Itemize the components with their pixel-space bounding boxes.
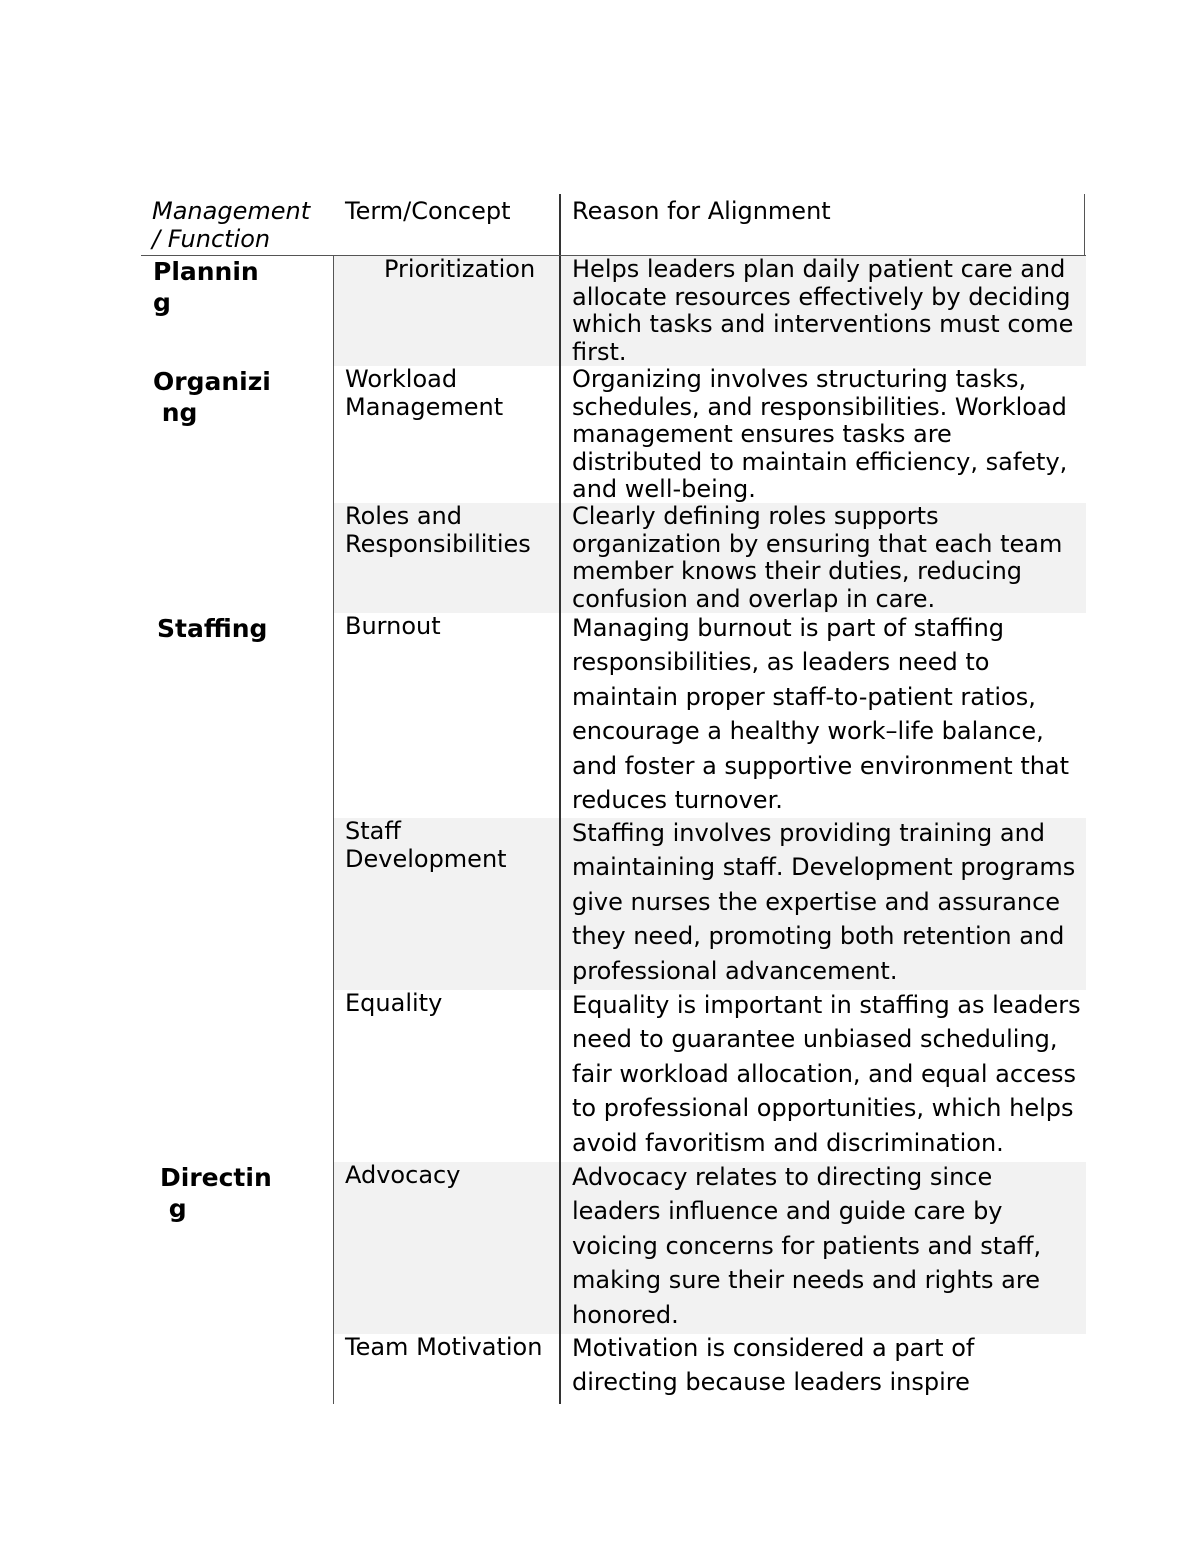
reason-burnout: Managing burnout is part of staffing responsibilities, as leaders need to maintain proper staff-to-patient ratios, encourage a healthy work–life balance, and foster a supportive environment that reduces turnover.: [572, 614, 1070, 815]
term-workload-management: Workload Management: [345, 365, 504, 421]
function-planning: Plannin g: [153, 257, 259, 317]
function-organizing: Organizi ng: [153, 367, 271, 427]
term-equality: Equality: [345, 989, 443, 1017]
term-team-motivation: Team Motivation: [345, 1333, 543, 1361]
reason-advocacy: Advocacy relates to directing since leaders influence and guide care by voicing concerns for patients and staff, making sure their needs and rights are honored.: [572, 1163, 1042, 1329]
header-reason: Reason for Alignment: [572, 197, 831, 225]
function-directing: Directin g: [160, 1163, 272, 1223]
term-advocacy: Advocacy: [345, 1161, 461, 1189]
header-function: Management / Function: [152, 197, 311, 253]
column-divider: [559, 194, 561, 1404]
term-staff-development: Staff Development: [345, 817, 507, 873]
term-burnout: Burnout: [345, 612, 441, 640]
term-roles-responsibilities: Roles and Responsibilities: [345, 502, 531, 558]
header-term: Term/Concept: [345, 197, 511, 225]
reason-team-motivation: Motivation is considered a part of directing because leaders inspire: [572, 1334, 975, 1397]
function-staffing: Staffing: [157, 614, 268, 643]
term-prioritization: Prioritization: [384, 255, 536, 283]
reason-prioritization: Helps leaders plan daily patient care and allocate resources effectively by deciding which tasks and interventions must come first.: [572, 255, 1074, 366]
reason-roles-responsibilities: Clearly defining roles supports organization by ensuring that each team member knows their duties, reducing confusion and overlap in care.: [572, 502, 1063, 613]
reason-equality: Equality is important in staffing as leaders need to guarantee unbiased scheduling, fair workload allocation, and equal access to professional opportunities, which helps avoid favoritism and discrimination.: [572, 991, 1081, 1157]
column-divider: [333, 256, 334, 1404]
column-divider: [1084, 194, 1085, 256]
reason-workload-management: Organizing involves structuring tasks, schedules, and responsibilities. Workload management ensures tasks are distributed to maintain efficiency, safety, and well-being.: [572, 365, 1068, 503]
reason-staff-development: Staffing involves providing training and maintaining staff. Development programs give nurses the expertise and assurance they need, promoting both retention and professional advancement.: [572, 819, 1076, 985]
